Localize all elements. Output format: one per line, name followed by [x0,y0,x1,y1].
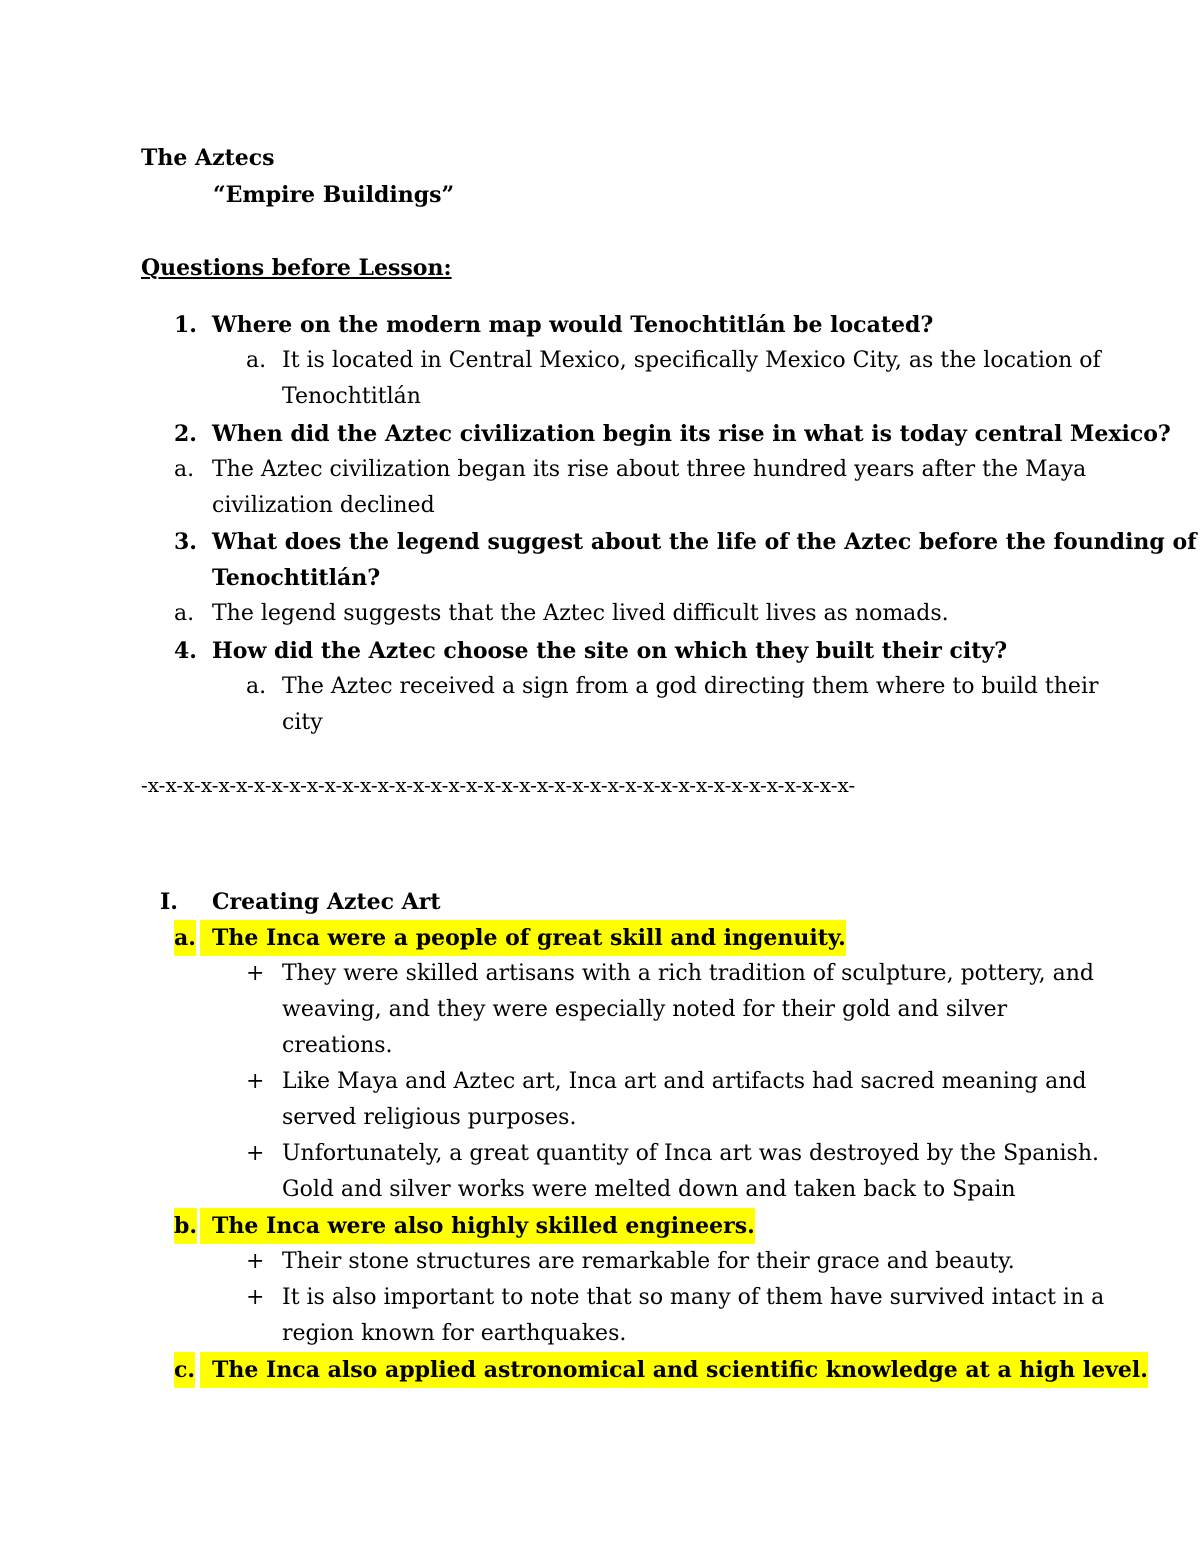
document-title: The Aztecs [141,145,275,171]
bullet-item [246,1244,1146,1280]
answer-item [174,452,1154,488]
answer-text-continued: city [282,710,323,735]
bullet-text-continued: Gold and silver works were melted down and taken back to Spain [282,1177,1016,1202]
bullet-text: Like Maya and Aztec art, Inca art and artifacts had sacred meaning and [282,1069,1087,1094]
bullet-item [246,1280,1146,1316]
question-text: When did the Aztec civilization begin its rise in what is today central Mexico? [212,421,1171,447]
answer-mark: a. [246,348,267,373]
outline-item [174,920,846,956]
answer-text: It is located in Central Mexico, specifically Mexico City, as the location of [282,348,1101,373]
question-number: 4. [174,638,197,664]
bullet-mark: + [246,1249,265,1274]
outline-item [174,1352,1148,1388]
question-item [174,307,1154,343]
document-subtitle: “Empire Buildings” [213,182,455,208]
bullet-text: They were skilled artisans with a rich tradition of sculpture, pottery, and [282,961,1094,986]
section-title: Creating Aztec Art [212,889,441,915]
bullet-item [246,1064,1146,1100]
question-item [174,633,1154,669]
answer-text: The Aztec received a sign from a god directing them where to build their [282,674,1099,699]
question-item [174,524,1197,560]
bullet-text: It is also important to note that so many of them have survived intact in a [282,1285,1105,1310]
outline-item [174,1208,774,1244]
answer-mark: a. [174,457,195,482]
bullet-item [246,1136,1146,1172]
question-item [174,416,1171,452]
outline-text-highlighted: The Inca also applied astronomical and scientific knowledge at a high level. [200,1352,1148,1388]
bullet-text-continued: served religious purposes. [282,1105,577,1130]
question-text: Where on the modern map would Tenochtitlán be located? [212,312,934,338]
answer-text-continued: Tenochtitlán [282,384,421,409]
bullet-mark: + [246,1285,265,1310]
bullet-text-continued: weaving, and they were especially noted for their gold and silver [282,997,1008,1022]
answer-mark: a. [174,601,195,626]
question-text: What does the legend suggest about the life of the Aztec before the founding of [212,529,1197,555]
bullet-text: Unfortunately, a great quantity of Inca art was destroyed by the Spanish. [282,1141,1099,1166]
answer-mark: a. [246,674,267,699]
separator-line: -x-x-x-x-x-x-x-x-x-x-x-x-x-x-x-x-x-x-x-x-x-x-x-x-x-x-x-x-x-x-x-x-x-x-x-x-x-x-x-x- [141,773,856,797]
question-number: 2. [174,421,197,447]
bullet-item [246,956,1146,992]
question-number: 3. [174,529,197,555]
bullet-text-continued: region known for earthquakes. [282,1321,627,1346]
question-text-continued: Tenochtitlán? [212,565,381,591]
questions-heading: Questions before Lesson: [141,255,452,281]
section-heading [160,884,1060,920]
answer-text: The Aztec civilization began its rise about three hundred years after the Maya [212,457,1087,482]
answer-item [174,596,1154,632]
section-numeral: I. [160,889,178,915]
answer-text-continued: civilization declined [212,493,435,518]
answer-item [246,669,1146,705]
answer-text: The legend suggests that the Aztec lived difficult lives as nomads. [212,601,949,626]
outline-mark: b. [174,1208,197,1244]
bullet-text-continued: creations. [282,1033,393,1058]
bullet-mark: + [246,1069,265,1094]
outline-mark: c. [174,1352,195,1388]
bullet-text: Their stone structures are remarkable for their grace and beauty. [282,1249,1015,1274]
bullet-mark: + [246,1141,265,1166]
outline-text-highlighted: The Inca were also highly skilled engineers. [200,1208,755,1244]
bullet-mark: + [246,961,265,986]
outline-text-highlighted: The Inca were a people of great skill and ingenuity. [200,920,846,956]
question-text: How did the Aztec choose the site on which they built their city? [212,638,1008,664]
answer-item [246,343,1146,379]
outline-mark: a. [174,920,196,956]
question-number: 1. [174,312,197,338]
